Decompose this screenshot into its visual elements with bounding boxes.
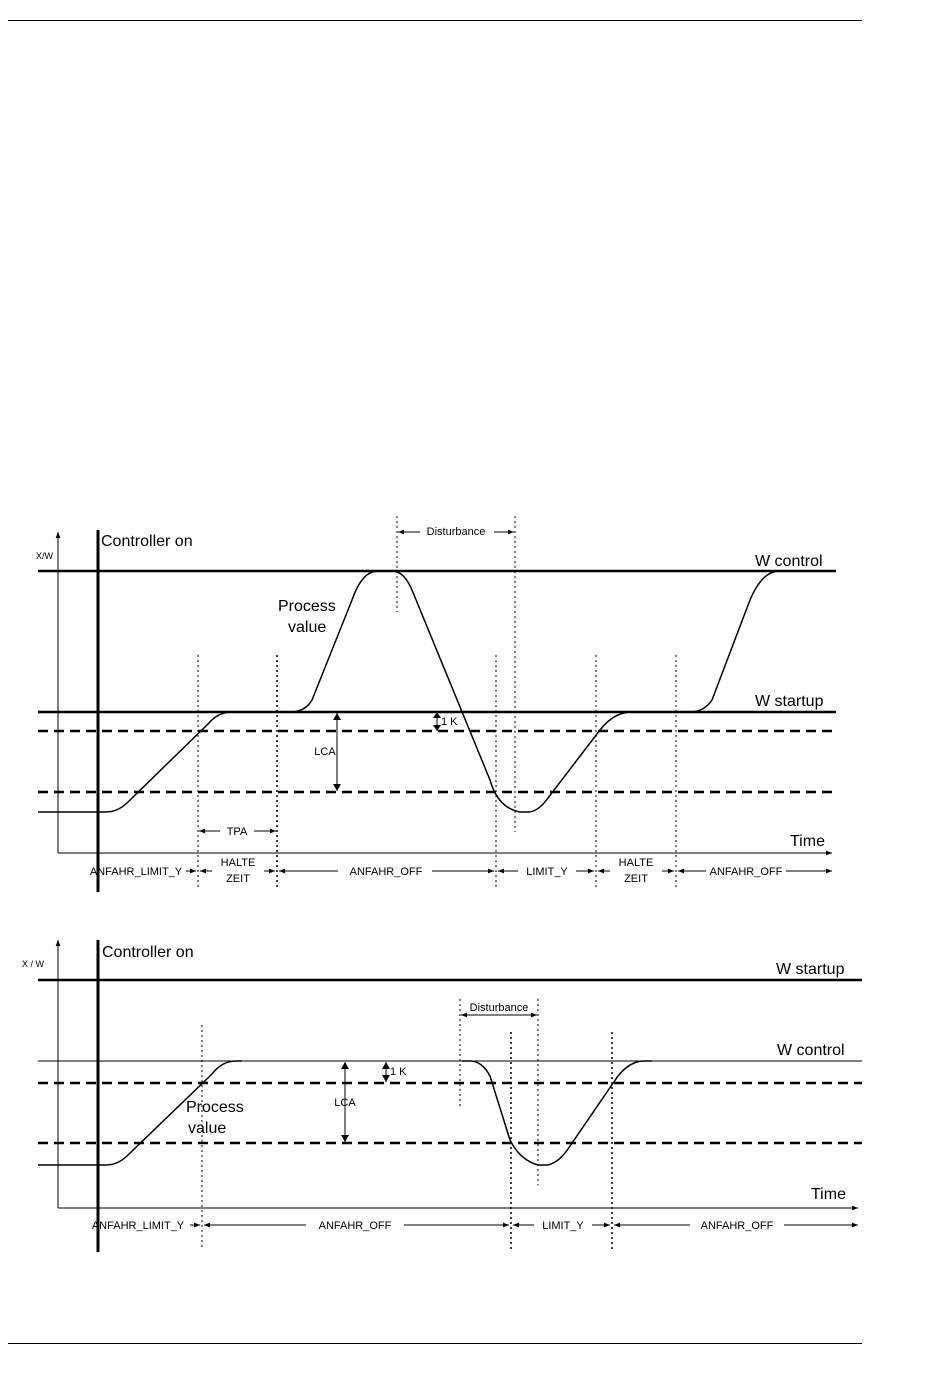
bottom-time-label: Time [811, 1186, 846, 1203]
bottom-process-label-2: value [188, 1120, 227, 1137]
top-disturbance-label: Disturbance [426, 526, 486, 538]
bottom-disturbance-label: Disturbance [469, 1002, 529, 1014]
top-phase-3: ANFAHR_OFF [349, 866, 423, 878]
top-lca-label: LCA [314, 746, 336, 758]
top-phase-2-line1: HALTE [220, 857, 256, 869]
top-w-control-label: W control [755, 553, 823, 570]
top-process-label-2: value [288, 619, 327, 636]
top-1k-label: 1 K [441, 716, 458, 728]
bottom-y-axis-label: X / W [22, 959, 44, 969]
bottom-phase-4: ANFAHR_OFF [700, 1220, 774, 1232]
top-process-label-1: Process [278, 598, 336, 615]
bottom-process-label-1: Process [186, 1099, 244, 1116]
bottom-1k-label: 1 K [390, 1066, 407, 1078]
bottom-phase-1: ANFAHR_LIMIT_Y [91, 1220, 185, 1232]
bottom-process-curve-2 [462, 1061, 652, 1165]
top-phase-1: ANFAHR_LIMIT_Y [89, 866, 183, 878]
bottom-diagram [22, 940, 862, 1252]
bottom-phase-3: LIMIT_Y [542, 1220, 584, 1232]
top-tpa-label: TPA [226, 826, 248, 838]
bottom-controller-on-label: Controller on [102, 944, 194, 961]
top-phase-5-line2: ZEIT [624, 873, 648, 885]
top-w-startup-label: W startup [755, 693, 824, 710]
bottom-w-startup-label: W startup [776, 961, 845, 978]
bottom-lca-label: LCA [334, 1097, 356, 1109]
top-phase-4: LIMIT_Y [526, 866, 568, 878]
top-controller-on-label: Controller on [101, 533, 193, 550]
top-phase-5-line1: HALTE [618, 857, 654, 869]
bottom-w-control-label: W control [777, 1042, 845, 1059]
top-phase-2-line2: ZEIT [226, 873, 250, 885]
top-time-label: Time [790, 833, 825, 850]
top-diagram [36, 516, 836, 892]
bottom-phase-2: ANFAHR_OFF [318, 1220, 392, 1232]
top-y-axis-label: X/W [36, 551, 53, 561]
top-process-curve [38, 571, 836, 812]
top-phase-6: ANFAHR_OFF [709, 866, 783, 878]
